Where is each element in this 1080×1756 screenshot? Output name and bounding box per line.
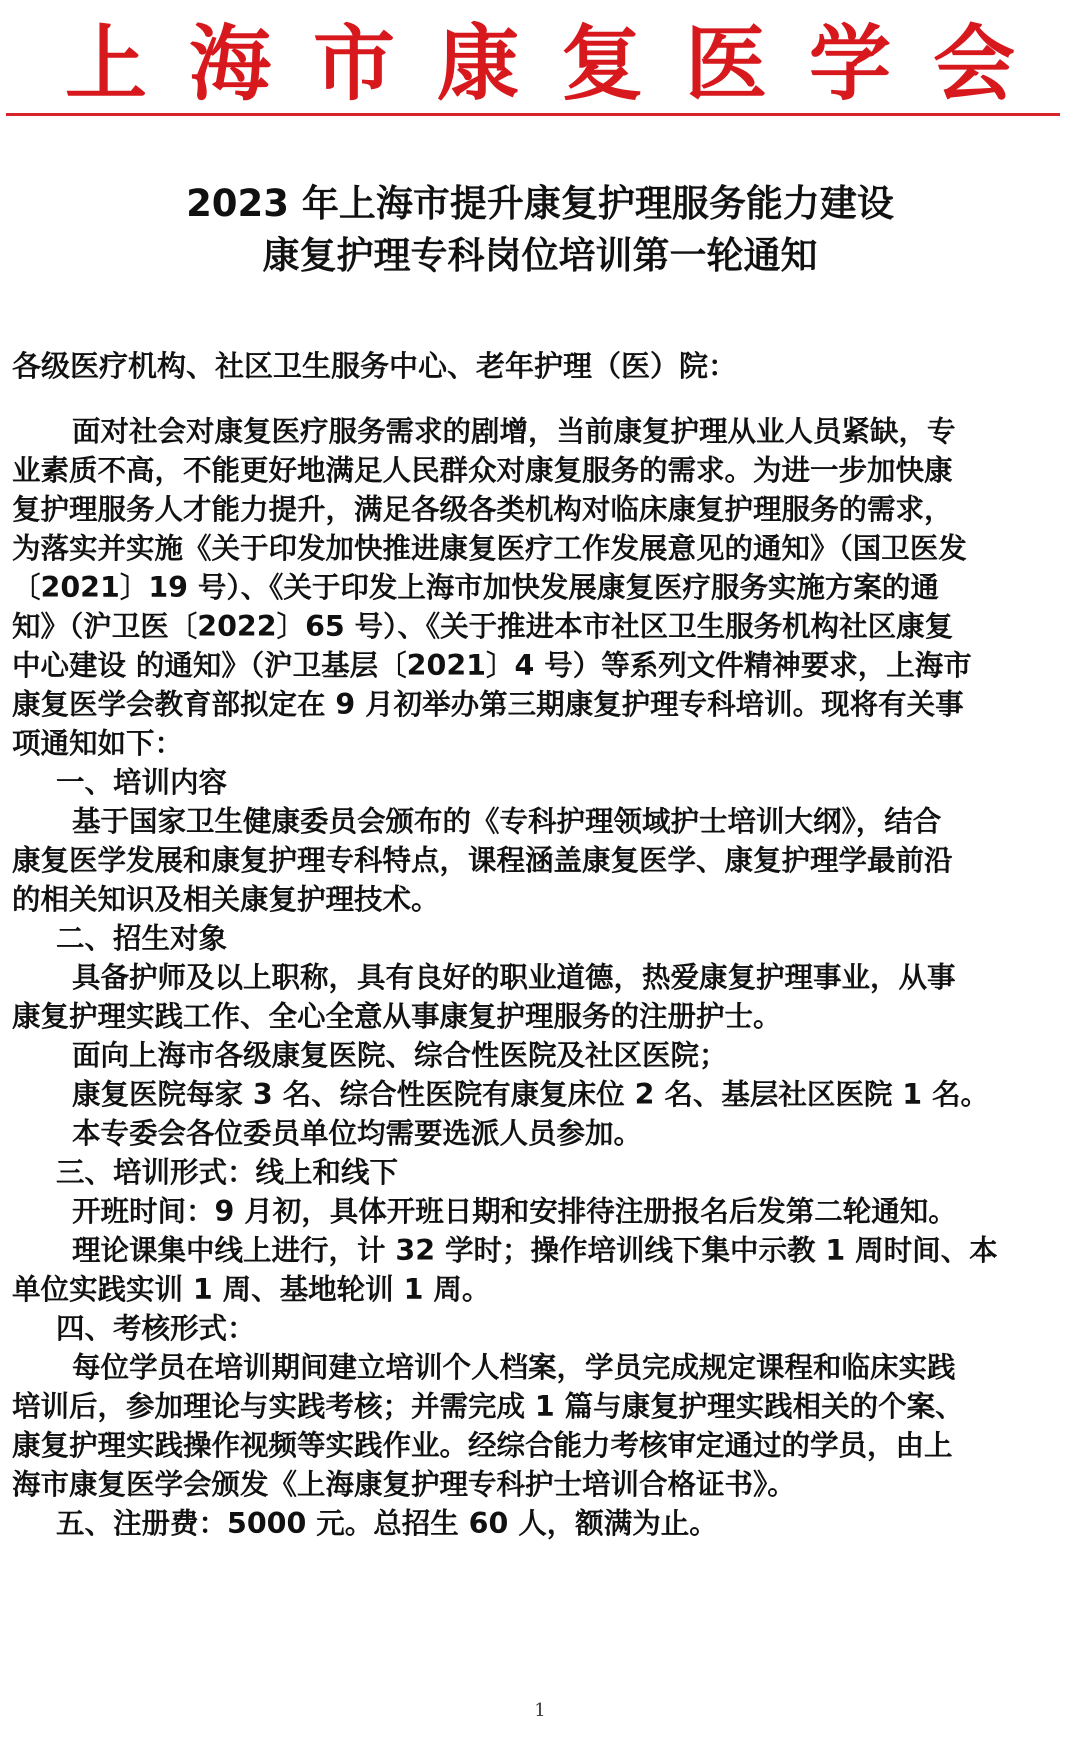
organization-header: 上海市康复医学会 xyxy=(64,16,1057,112)
paragraph-line: 基于国家卫生健康委员会颁布的《专科护理领域护士培训大纲》，结合 xyxy=(72,805,942,838)
paragraph-line: 开班时间：9 月初，具体开班日期和安排待注册报名后发第二轮通知。 xyxy=(72,1195,957,1228)
section-heading: 五、注册费：5000 元。总招生 60 人，额满为止。 xyxy=(56,1507,718,1540)
paragraph-line: 本专委会各位委员单位均需要选派人员参加。 xyxy=(72,1117,643,1150)
notice-body xyxy=(12,412,1052,1543)
document-title-line-2: 康复护理专科岗位培训第一轮通知 xyxy=(262,234,818,277)
paragraph-line: 业素质不高，不能更好地满足人民群众对康复服务的需求。为进一步加快康 xyxy=(12,454,953,487)
header-divider xyxy=(6,113,1060,116)
paragraph-line: 康复医学会教育部拟定在 9 月初举办第三期康复护理专科培训。现将有关事 xyxy=(12,688,964,721)
salutation: 各级医疗机构、社区卫生服务中心、老年护理（医）院： xyxy=(12,349,738,383)
paragraph-line: 理论课集中线上进行，计 32 学时；操作培训线下集中示教 1 周时间、本 xyxy=(72,1234,998,1267)
paragraph-line: 〔2021〕19 号）、《关于印发上海市加快发展康复医疗服务实施方案的通 xyxy=(12,571,939,604)
page-number: 1 xyxy=(534,1700,546,1721)
paragraph-line: 康复护理实践操作视频等实践作业。经综合能力考核审定通过的学员，由上 xyxy=(12,1429,953,1462)
paragraph-line: 康复医学发展和康复护理专科特点，课程涵盖康复医学、康复护理学最前沿 xyxy=(12,844,953,877)
section-heading: 二、招生对象 xyxy=(56,922,228,955)
paragraph-line: 单位实践实训 1 周、基地轮训 1 周。 xyxy=(12,1273,491,1306)
paragraph-line: 中心建设 的通知》（沪卫基层〔2021〕4 号）等系列文件精神要求，上海市 xyxy=(12,649,972,682)
section-heading: 一、培训内容 xyxy=(56,766,228,799)
paragraph-line: 康复医院每家 3 名、综合性医院有康复床位 2 名、基层社区医院 1 名。 xyxy=(72,1078,990,1111)
paragraph-line: 面对社会对康复医疗服务需求的剧增，当前康复护理从业人员紧缺，专 xyxy=(72,415,956,448)
paragraph-line: 知》（沪卫医〔2022〕65 号）、《关于推进本市社区卫生服务机构社区康复 xyxy=(12,610,954,643)
paragraph-line: 面向上海市各级康复医院、综合性医院及社区医院； xyxy=(72,1039,728,1072)
paragraph-line: 每位学员在培训期间建立培训个人档案，学员完成规定课程和临床实践 xyxy=(72,1351,956,1384)
document-title xyxy=(0,178,1080,282)
section-heading: 四、考核形式： xyxy=(56,1312,256,1345)
paragraph-line: 为落实并实施《关于印发加快推进康复医疗工作发展意见的通知》（国卫医发 xyxy=(12,532,967,565)
paragraph-line: 具备护师及以上职称，具有良好的职业道德，热爱康复护理事业，从事 xyxy=(72,961,956,994)
paragraph-line: 培训后，参加理论与实践考核；并需完成 1 篇与康复护理实践相关的个案、 xyxy=(12,1390,964,1423)
paragraph-line: 康复护理实践工作、全心全意从事康复护理服务的注册护士。 xyxy=(12,1000,782,1033)
paragraph-line: 海市康复医学会颁发《上海康复护理专科护士培训合格证书》。 xyxy=(12,1468,796,1501)
paragraph-line: 项通知如下： xyxy=(12,727,184,760)
paragraph-line: 复护理服务人才能力提升，满足各级各类机构对临床康复护理服务的需求， xyxy=(12,493,953,526)
section-heading: 三、培训形式：线上和线下 xyxy=(56,1156,399,1189)
paragraph-line: 的相关知识及相关康复护理技术。 xyxy=(12,883,440,916)
document-title-line-1: 2023 年上海市提升康复护理服务能力建设 xyxy=(186,182,894,225)
